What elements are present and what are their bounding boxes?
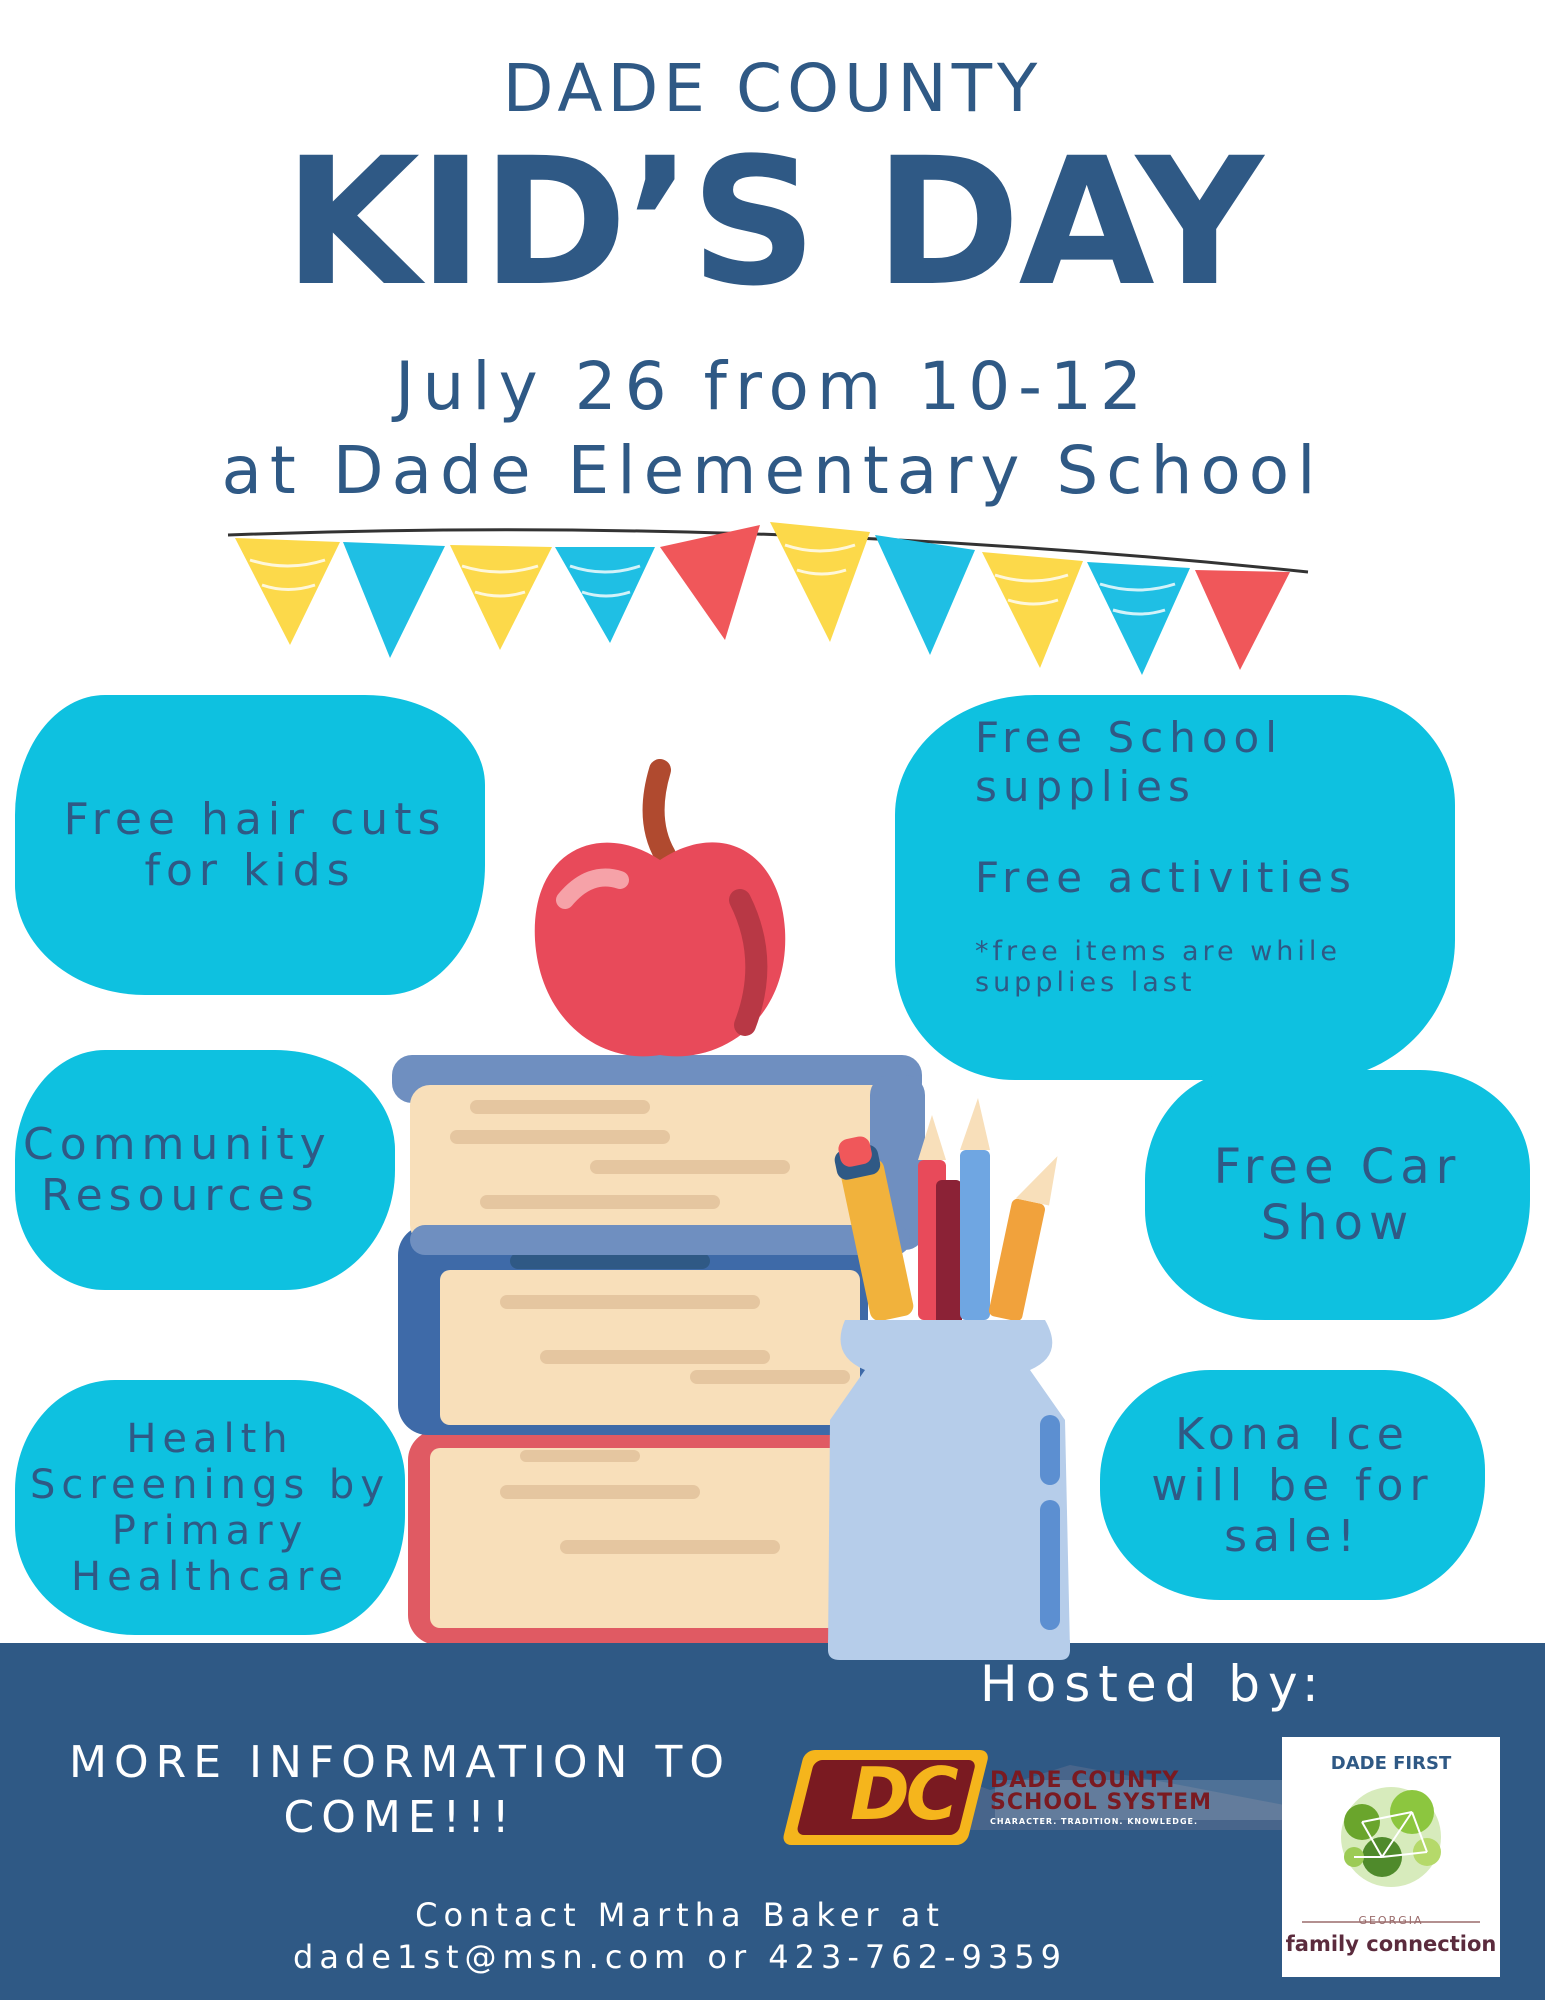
- more-info-line-2: COME!!!: [283, 1792, 517, 1843]
- family-connection-label: family connection: [1285, 1932, 1497, 1956]
- supplies-note-line-2: supplies last: [975, 967, 1196, 998]
- contact-text: [230, 1895, 1130, 1978]
- health-line-2: Screenings by: [30, 1461, 390, 1508]
- school-monogram: DC: [850, 1752, 955, 1836]
- dade-first-logo: [1282, 1737, 1500, 1977]
- haircuts-line-2: for kids: [144, 845, 356, 896]
- community-line-2: Resources: [41, 1170, 320, 1221]
- more-info-line-1: MORE INFORMATION TO: [69, 1737, 731, 1788]
- school-system-line-1: DADE COUNTY: [990, 1768, 1180, 1793]
- supplies-note-line-1: *free items are while: [975, 936, 1342, 967]
- georgia-label: GEORGIA: [1358, 1914, 1424, 1927]
- dade-first-title: DADE FIRST: [1330, 1753, 1452, 1774]
- kona-line-2: will be for: [1151, 1459, 1434, 1511]
- kona-line-1: Kona Ice: [1175, 1408, 1410, 1460]
- health-line-1: Health: [126, 1415, 294, 1462]
- haircuts-line-1: Free hair cuts: [63, 794, 447, 845]
- hosted-by-label: Hosted by:: [980, 1655, 1327, 1713]
- school-system-wordmark: [990, 1770, 1212, 1826]
- supplies-line-1: Free School: [975, 713, 1283, 762]
- health-line-4: Healthcare: [70, 1553, 350, 1600]
- event-location: at Dade Elementary School: [221, 432, 1324, 509]
- car-show-line-1: Free Car: [1213, 1139, 1462, 1195]
- pre-title: DADE COUNTY: [502, 50, 1043, 127]
- kona-line-3: sale!: [1224, 1510, 1361, 1562]
- event-date: July 26 from 10-12: [395, 348, 1150, 425]
- more-info-text: [40, 1735, 760, 1845]
- community-line-1: Community: [23, 1119, 332, 1170]
- contact-line-1: Contact Martha Baker at: [415, 1896, 945, 1934]
- supplies-line-2: supplies: [975, 762, 1196, 811]
- school-system-line-3: CHARACTER. TRADITION. KNOWLEDGE.: [990, 1817, 1199, 1826]
- page-title: KID’S DAY: [283, 120, 1262, 325]
- contact-line-2: dade1st@msn.com or 423-762-9359: [293, 1937, 1067, 1976]
- health-line-3: Primary: [111, 1507, 309, 1554]
- school-system-logo: [790, 1730, 1310, 1850]
- school-system-line-2: SCHOOL SYSTEM: [990, 1790, 1213, 1815]
- activities-text: Free activities: [975, 853, 1357, 902]
- car-show-line-2: Show: [1260, 1195, 1415, 1251]
